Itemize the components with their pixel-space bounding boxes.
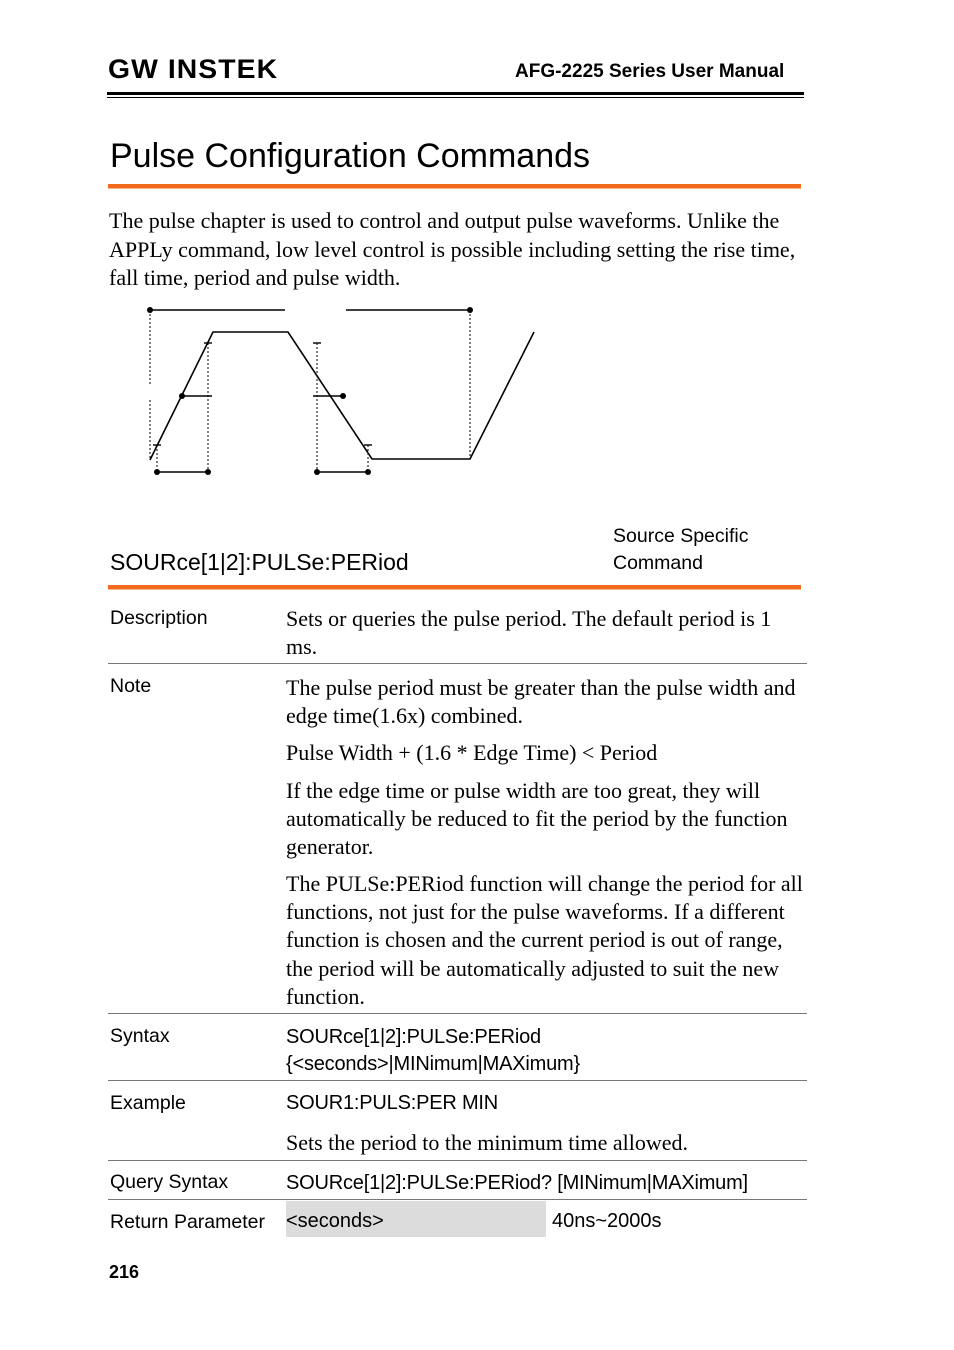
description-text: Sets or queries the pulse period. The default period is 1 ms. bbox=[286, 606, 772, 660]
command-title-rule bbox=[108, 585, 801, 590]
note-paragraph-1: The pulse period must be greater than the pulse width and edge time(1.6x) combined. bbox=[286, 675, 796, 729]
section-title-rule bbox=[108, 184, 801, 189]
row-divider bbox=[108, 1199, 807, 1200]
rise-midpoint-dot bbox=[179, 393, 185, 399]
example-label: Example bbox=[110, 1092, 186, 1114]
manual-title: AFG-2225 Series User Manual bbox=[515, 61, 785, 82]
note-paragraph-2: Pulse Width + (1.6 * Edge Time) < Period bbox=[286, 740, 658, 765]
row-divider bbox=[108, 1160, 807, 1161]
note-label: Note bbox=[110, 675, 152, 697]
period-dot-right bbox=[467, 307, 473, 313]
query-syntax-code: SOURce[1|2]:PULSe:PERiod? [MINimum|MAXimum] bbox=[286, 1172, 748, 1194]
return-range: 40ns~2000s bbox=[552, 1210, 662, 1232]
pulse-waveform-diagram bbox=[140, 300, 540, 480]
syntax-code bbox=[286, 1024, 804, 1078]
return-value: <seconds> bbox=[286, 1210, 384, 1232]
return-parameter-label: Return Parameter bbox=[110, 1211, 265, 1233]
example-code: SOUR1:PULS:PER MIN bbox=[286, 1092, 499, 1114]
note-paragraph-3: If the edge time or pulse width are too great, they will automatically be reduced to fit the period by the function generator. bbox=[286, 778, 788, 860]
page-number: 216 bbox=[109, 1262, 140, 1282]
period-dot-left bbox=[147, 307, 153, 313]
row-divider bbox=[108, 1080, 807, 1081]
note-paragraph-4: The PULSe:PERiod function will change the period for all functions, not just for the pulse waveforms. If a different function is chosen and the current period is out of range, the period will be automatically adjusted to suit the new function. bbox=[286, 871, 803, 1009]
command-kind bbox=[613, 523, 748, 577]
section-title: Pulse Configuration Commands bbox=[110, 137, 591, 175]
command-kind-line2: Command bbox=[613, 552, 703, 574]
fall-midpoint-dot bbox=[340, 393, 346, 399]
header-rule-thin bbox=[107, 97, 804, 98]
gw-instek-logo: GW INSTEK bbox=[108, 54, 279, 84]
row-divider bbox=[108, 1013, 807, 1014]
row-divider bbox=[108, 663, 807, 664]
intro-paragraph: The pulse chapter is used to control and output pulse waveforms. Unlike the APPLy command, low level control is possible including setting the rise time, fall time, period and pulse width. bbox=[109, 208, 796, 290]
command-kind-line1: Source Specific bbox=[613, 525, 749, 547]
command-title: SOURce[1|2]:PULSe:PERiod bbox=[110, 549, 409, 575]
syntax-line-1: SOURce[1|2]:PULSe:PERiod bbox=[286, 1026, 541, 1048]
query-syntax-label: Query Syntax bbox=[110, 1171, 229, 1193]
syntax-label: Syntax bbox=[110, 1025, 170, 1047]
example-text: Sets the period to the minimum time allowed. bbox=[286, 1130, 689, 1155]
syntax-line-2: {<seconds>|MINimum|MAXimum} bbox=[286, 1053, 580, 1075]
description-label: Description bbox=[110, 607, 208, 629]
header-rule bbox=[107, 92, 804, 95]
